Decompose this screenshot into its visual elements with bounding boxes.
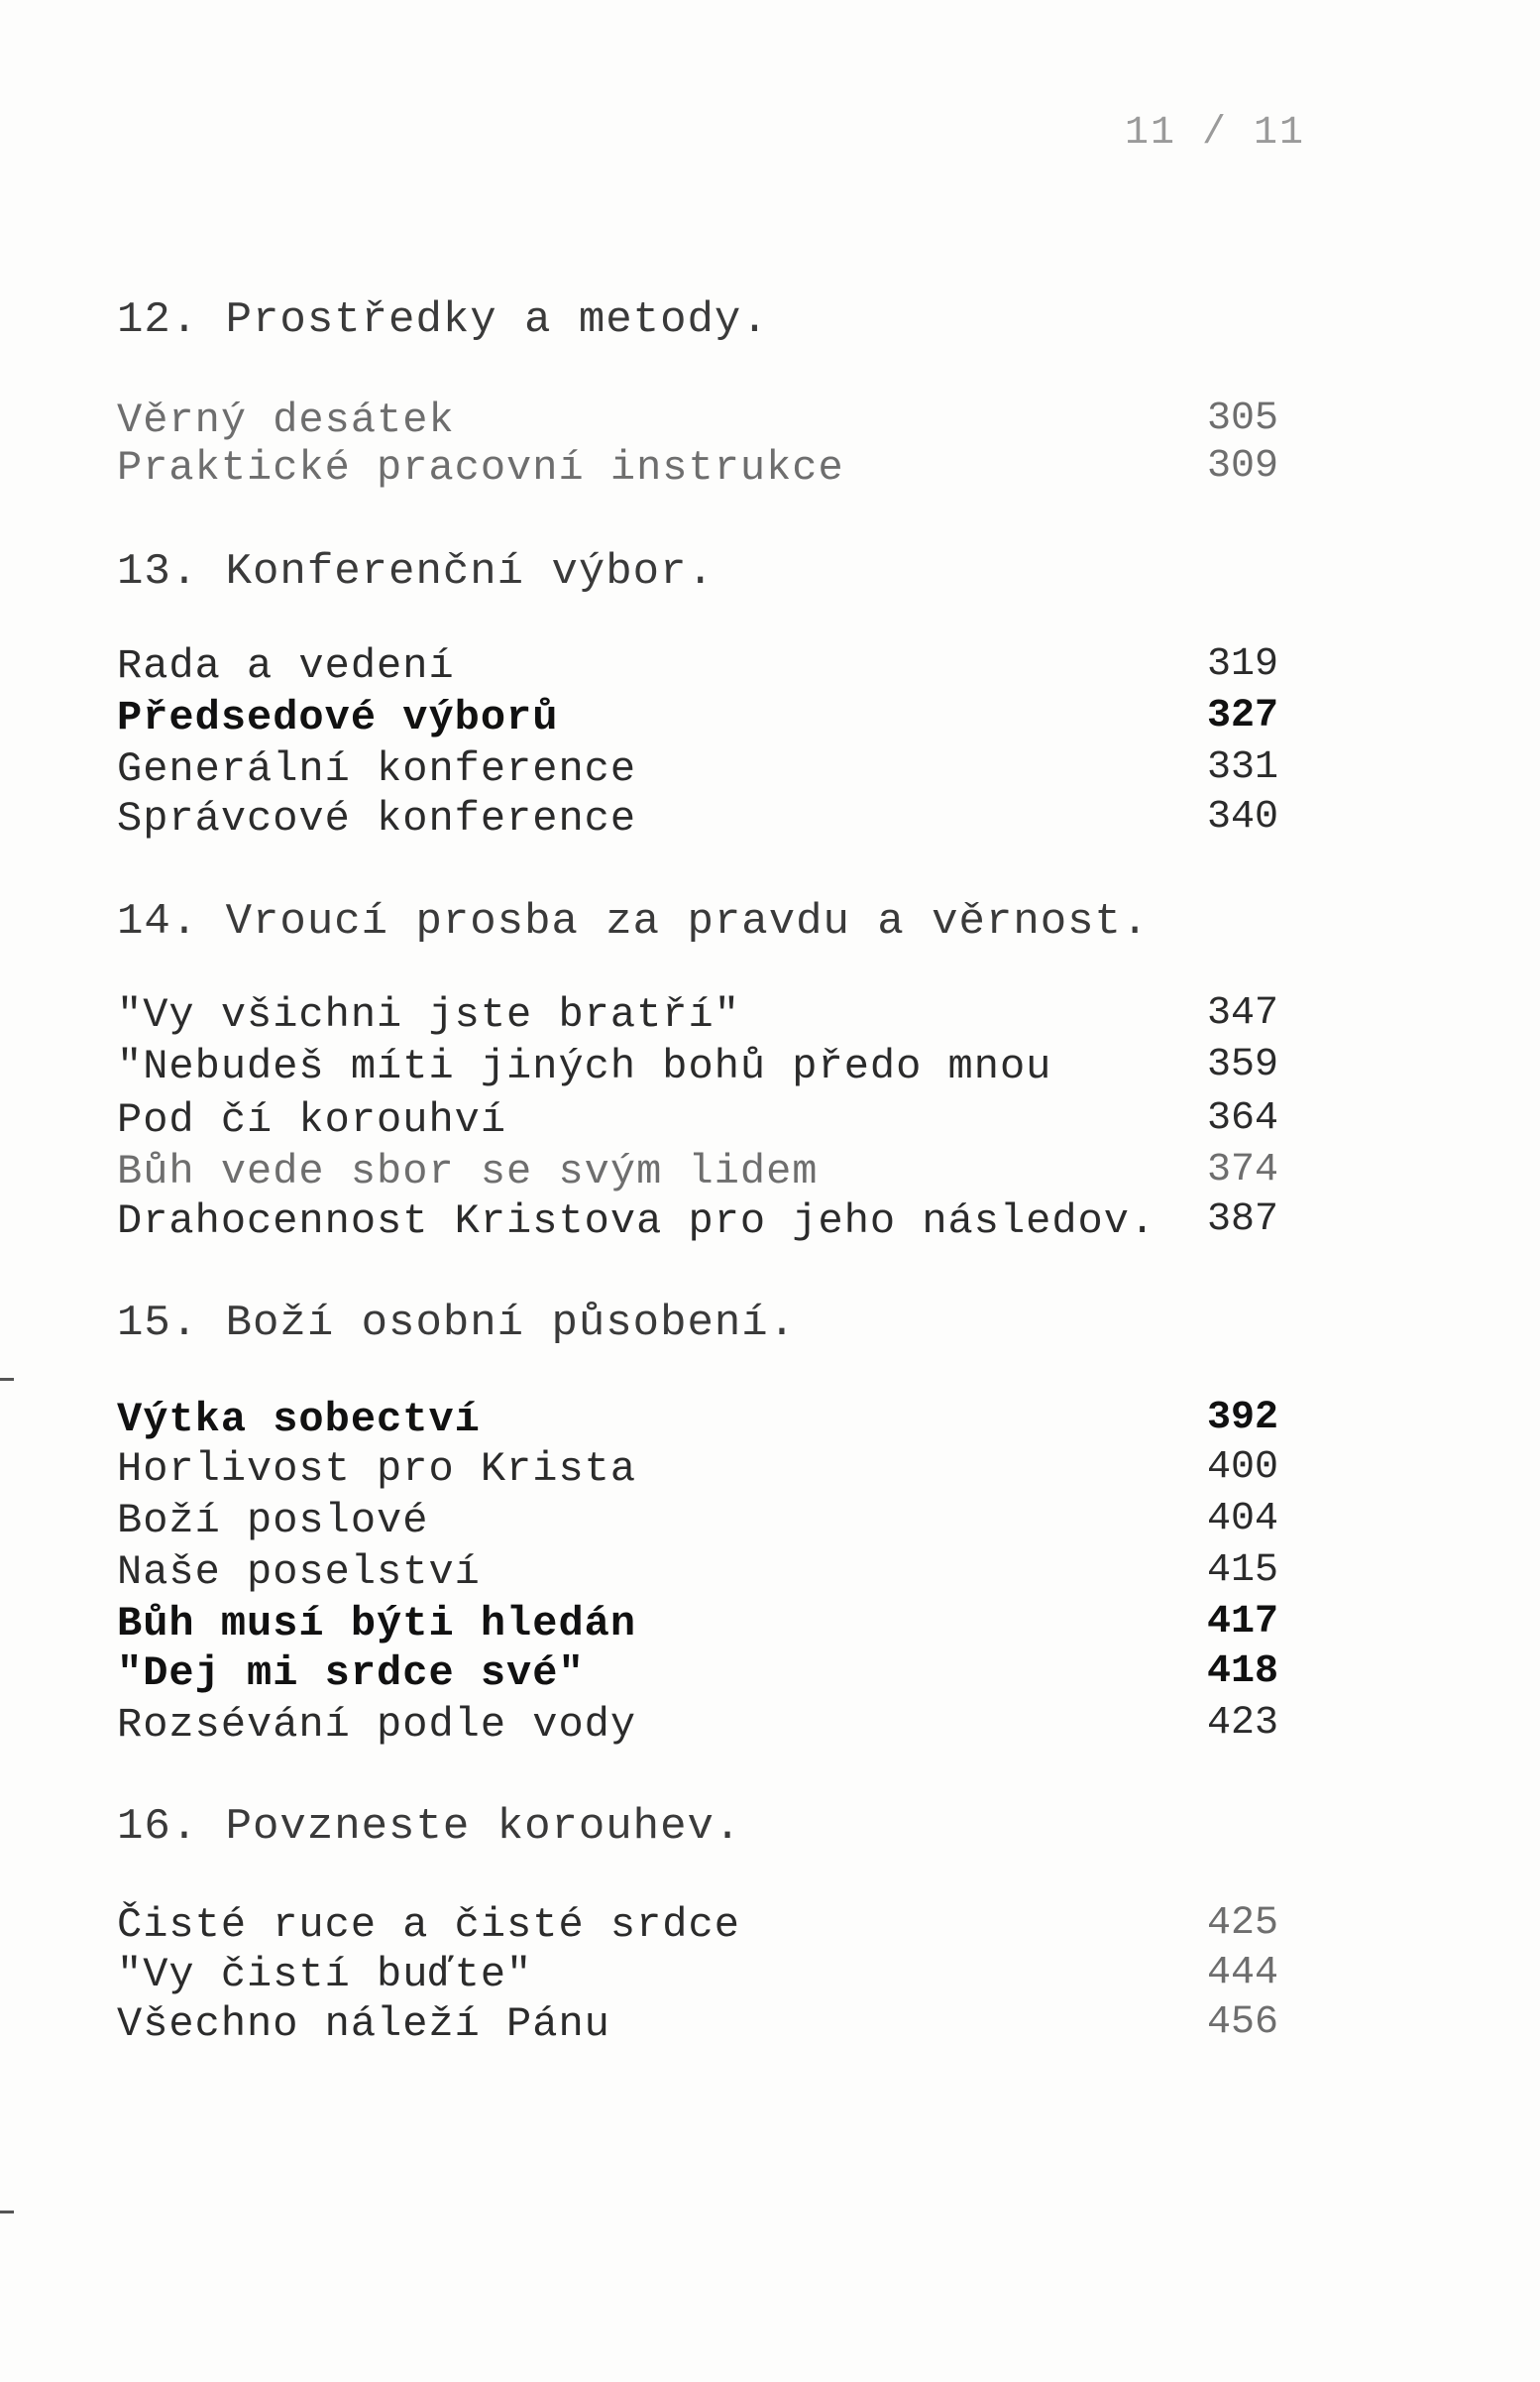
entry-page: 347	[1207, 991, 1279, 1036]
entry-title: Drahocennost Kristova pro jeho následov.	[117, 1197, 1156, 1245]
entry-title: Bůh vede sbor se svým lidem	[117, 1148, 819, 1195]
entry-title: Rozsévání podle vody	[117, 1701, 637, 1749]
entry-page: 364	[1207, 1096, 1279, 1141]
entry-title: "Dej mi srdce své"	[117, 1649, 585, 1697]
toc-entry	[117, 397, 1306, 444]
section-heading-13: 13. Konferenční výbor.	[117, 547, 715, 597]
margin-mark	[0, 1378, 14, 1381]
toc-entry	[117, 991, 1306, 1039]
toc-entry	[117, 444, 1306, 492]
entry-page: 331	[1207, 745, 1279, 790]
entry-title: Bůh musí býti hledán	[117, 1600, 637, 1647]
entry-title: Rada a vedení	[117, 642, 455, 690]
entry-title: Správcové konference	[117, 795, 637, 843]
entry-title: Horlivost pro Krista	[117, 1445, 637, 1493]
entry-page: 305	[1207, 397, 1279, 441]
entry-page: 340	[1207, 795, 1279, 840]
toc-entry	[117, 745, 1306, 793]
toc-entry	[117, 1951, 1306, 1998]
entry-page: 423	[1207, 1701, 1279, 1746]
toc-entry	[117, 1600, 1306, 1647]
entry-title: Všechno náleží Pánu	[117, 2000, 610, 2048]
entry-title: "Nebudeš míti jiných bohů předo mnou	[117, 1043, 1052, 1090]
toc-entry	[117, 1396, 1306, 1443]
entry-page: 327	[1207, 694, 1279, 738]
entry-title: Praktické pracovní instrukce	[117, 444, 844, 492]
toc-entry	[117, 1148, 1306, 1195]
entry-page: 425	[1207, 1901, 1279, 1946]
section-heading-16: 16. Povzneste korouhev.	[117, 1802, 742, 1852]
entry-page: 392	[1207, 1396, 1279, 1440]
toc-entry	[117, 1043, 1306, 1090]
entry-title: Věrný desátek	[117, 397, 455, 444]
toc-entry	[117, 2000, 1306, 2048]
toc-entry	[117, 1445, 1306, 1493]
entry-page: 415	[1207, 1548, 1279, 1593]
entry-title: Výtka sobectví	[117, 1396, 481, 1443]
entry-page: 359	[1207, 1043, 1279, 1087]
section-heading-12: 12. Prostředky a metody.	[117, 295, 769, 345]
section-heading-14: 14. Vroucí prosba za pravdu a věrnost.	[117, 897, 1150, 947]
entry-page: 387	[1207, 1197, 1279, 1242]
entry-page: 309	[1207, 444, 1279, 489]
entry-page: 319	[1207, 642, 1279, 687]
toc-entry	[117, 642, 1306, 690]
entry-title: Naše poselství	[117, 1548, 481, 1596]
entry-page: 417	[1207, 1600, 1279, 1645]
toc-entry	[117, 1548, 1306, 1596]
toc-entry	[117, 1197, 1306, 1245]
entry-page: 374	[1207, 1148, 1279, 1192]
entry-title: Čisté ruce a čisté srdce	[117, 1901, 740, 1949]
entry-page: 418	[1207, 1649, 1279, 1694]
toc-entry	[117, 1497, 1306, 1544]
margin-mark	[0, 2211, 14, 2213]
entry-title: Generální konference	[117, 745, 637, 793]
toc-entry	[117, 795, 1306, 843]
entry-title: Předsedové výborů	[117, 694, 559, 741]
entry-title: Pod čí korouhví	[117, 1096, 507, 1144]
entry-title: "Vy všichni jste bratří"	[117, 991, 740, 1039]
entry-page: 400	[1207, 1445, 1279, 1490]
toc-entry	[117, 1901, 1306, 1949]
toc-entry	[117, 1649, 1306, 1697]
entry-page: 404	[1207, 1497, 1279, 1541]
section-heading-15: 15. Boží osobní působení.	[117, 1299, 797, 1348]
entry-page: 444	[1207, 1951, 1279, 1995]
entry-title: Boží poslové	[117, 1497, 429, 1544]
entry-page: 456	[1207, 2000, 1279, 2045]
page-number: 11 / 11	[1125, 111, 1306, 156]
entry-title: "Vy čistí buďte"	[117, 1951, 533, 1998]
toc-entry	[117, 1701, 1306, 1749]
toc-entry	[117, 694, 1306, 741]
toc-entry	[117, 1096, 1306, 1144]
